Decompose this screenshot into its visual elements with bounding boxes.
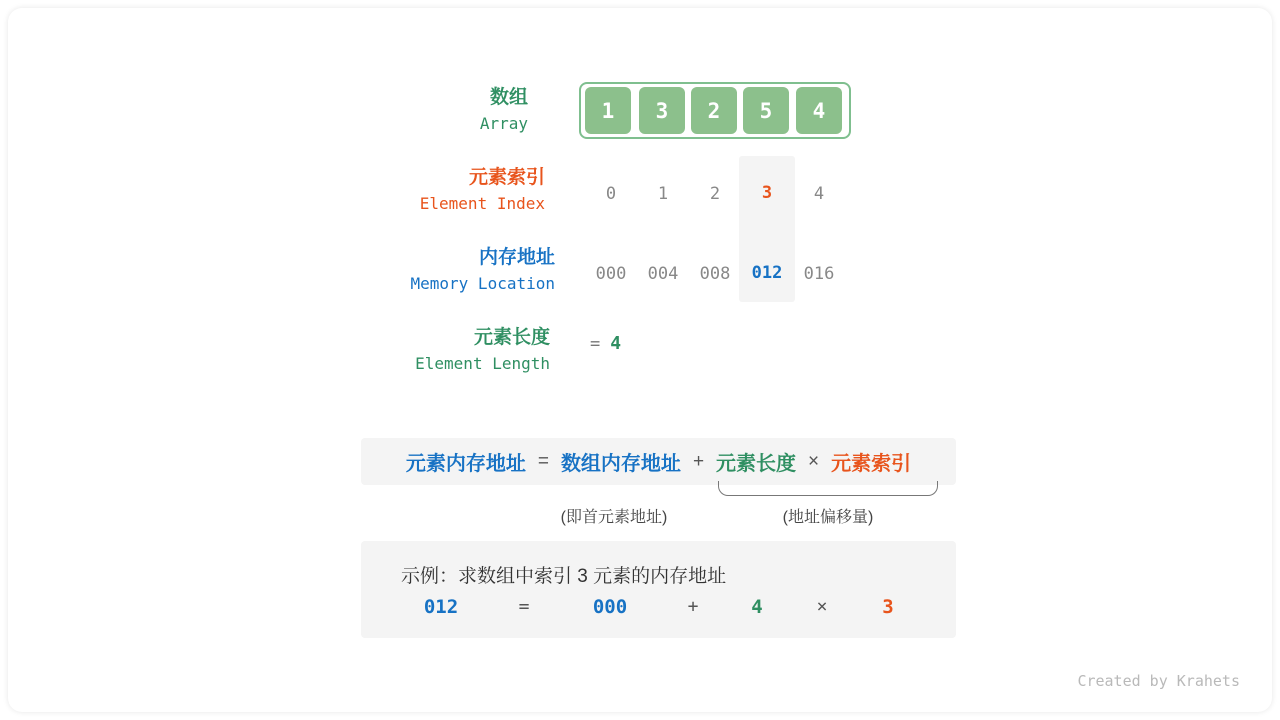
address-value: 016 [803, 264, 835, 284]
formula-equals: = [537, 450, 549, 472]
element-length-value: 4 [610, 333, 622, 354]
array-cell: 3 [639, 87, 685, 134]
array-cell: 1 [585, 87, 631, 134]
label-element-length [328, 326, 550, 374]
formula-term-element-address: 元素内存地址 [405, 453, 526, 475]
address-value: 000 [595, 264, 627, 284]
index-value: 1 [657, 184, 669, 204]
label-memory-location-cn: 内存地址 [478, 247, 555, 268]
array-cell: 5 [743, 87, 789, 134]
array-cell: 2 [691, 87, 737, 134]
label-array-cn: 数组 [489, 87, 528, 108]
example-box [361, 541, 956, 638]
index-value-highlighted: 3 [761, 183, 773, 203]
formula-term-element-index: 元素索引 [831, 453, 912, 475]
note-base-address: (即首元素地址) [560, 509, 668, 526]
label-array-en: Array [479, 113, 528, 133]
formula-plus: + [692, 450, 705, 472]
label-element-length-cn: 元素长度 [473, 327, 550, 348]
example-element-length: 4 [751, 596, 763, 618]
diagram-frame [8, 8, 1272, 712]
credit-text: Created by Krahets [1077, 672, 1240, 690]
formula-term-element-length: 元素长度 [716, 453, 797, 475]
example-result: 012 [423, 596, 459, 618]
label-memory-location-en: Memory Location [410, 273, 555, 293]
example-equals: = [518, 596, 530, 617]
example-plus: + [687, 596, 699, 617]
address-value: 004 [647, 264, 679, 284]
label-element-index-en: Element Index [419, 193, 545, 213]
label-element-index [338, 166, 545, 214]
address-value-highlighted: 012 [751, 263, 783, 283]
offset-brace [718, 481, 938, 496]
formula-times: × [808, 450, 820, 472]
address-value: 008 [699, 264, 731, 284]
label-element-index-cn: 元素索引 [468, 167, 545, 188]
example-equation [361, 596, 956, 626]
element-length-equals: = [590, 334, 601, 354]
formula-term-array-address: 数组内存地址 [560, 453, 681, 475]
note-offset: (地址偏移量) [782, 509, 874, 526]
example-times: × [816, 596, 828, 617]
formula-box [361, 438, 956, 485]
label-array [338, 86, 528, 134]
example-element-index: 3 [882, 596, 894, 618]
example-base-address: 000 [592, 596, 628, 618]
index-value: 2 [709, 184, 721, 204]
element-length-expression [590, 333, 621, 354]
label-memory-location [328, 246, 555, 294]
index-value: 0 [605, 184, 617, 204]
label-element-length-en: Element Length [415, 353, 550, 373]
array-cell: 4 [796, 87, 842, 134]
example-title: 示例：求数组中索引 3 元素的内存地址 [401, 566, 727, 587]
index-value: 4 [813, 184, 825, 204]
